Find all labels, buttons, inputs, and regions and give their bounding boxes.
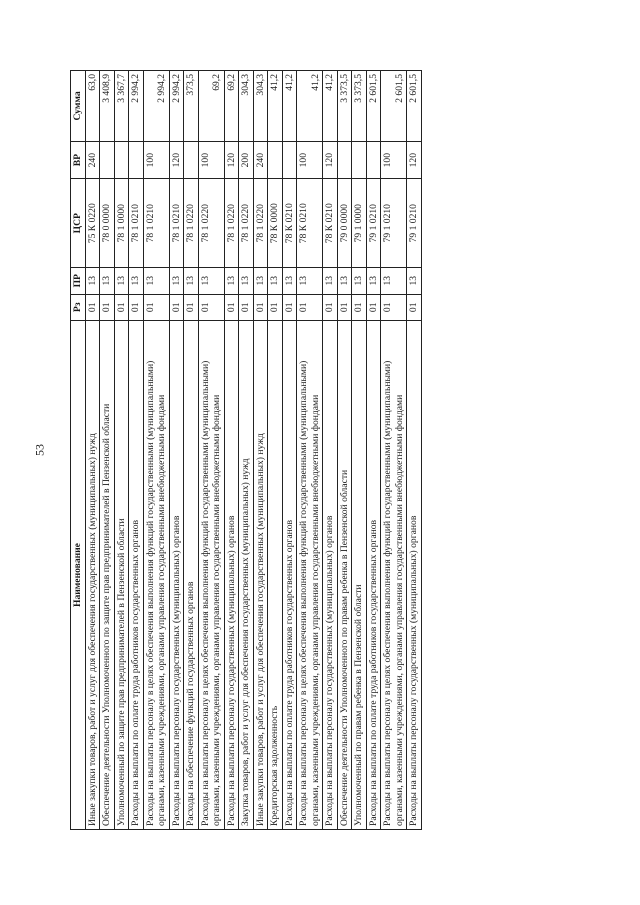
- cell-vr: 240: [85, 141, 100, 179]
- cell-rz: 01: [184, 294, 199, 321]
- table-row: [323, 71, 338, 830]
- cell-sum: 41,2: [323, 71, 338, 142]
- table-row: [114, 71, 129, 830]
- cell-pr: 13: [253, 267, 268, 294]
- cell-csr: 75 К 0220: [85, 179, 100, 268]
- header-vr: ВР: [71, 141, 86, 179]
- cell-csr: 78 К 0210: [282, 179, 297, 268]
- cell-vr: 100: [297, 141, 323, 179]
- table-row: [143, 71, 169, 830]
- cell-vr: [352, 141, 367, 179]
- cell-name: Расходы на выплаты персоналу в целях обеспечения выполнения функций государственными (муниципальными) органами, казенными учреждениями, органами управления государственными внебюджетными фондами: [381, 321, 407, 830]
- cell-rz: 01: [198, 294, 224, 321]
- table-row: [337, 71, 352, 830]
- table-row: [253, 71, 268, 830]
- cell-pr: 13: [114, 267, 129, 294]
- table-row: [407, 71, 422, 830]
- cell-csr: 78 1 0210: [143, 179, 169, 268]
- table-row: [224, 71, 239, 830]
- cell-pr: 13: [169, 267, 184, 294]
- cell-rz: 01: [100, 294, 115, 321]
- cell-csr: 78 К 0210: [297, 179, 323, 268]
- cell-rz: 01: [337, 294, 352, 321]
- cell-sum: 3 408,9: [100, 71, 115, 142]
- cell-sum: 41,2: [268, 71, 283, 142]
- cell-csr: 79 1 0000: [352, 179, 367, 268]
- cell-csr: 79 1 0210: [381, 179, 407, 268]
- cell-csr: 79 0 0000: [337, 179, 352, 268]
- cell-csr: 78 1 0220: [184, 179, 199, 268]
- page-number: 53: [32, 444, 47, 456]
- cell-pr: 13: [129, 267, 144, 294]
- header-pr: ПР: [71, 267, 86, 294]
- cell-rz: 01: [352, 294, 367, 321]
- cell-pr: 13: [366, 267, 381, 294]
- cell-sum: 2 601,5: [381, 71, 407, 142]
- table-row: [381, 71, 407, 830]
- cell-rz: 01: [114, 294, 129, 321]
- table-row: [100, 71, 115, 830]
- cell-name: Закупка товаров, работ и услуг для обеспечения государственных (муниципальных) нужд: [239, 321, 254, 830]
- cell-name: Обеспечение деятельности Уполномоченного по правам ребенка в Пензенской области: [337, 321, 352, 830]
- header-sum: Сумма: [71, 71, 86, 142]
- cell-rz: 01: [85, 294, 100, 321]
- cell-vr: 100: [381, 141, 407, 179]
- cell-vr: 120: [224, 141, 239, 179]
- rotated-page-content: [70, 70, 569, 830]
- cell-vr: [129, 141, 144, 179]
- table-row: [169, 71, 184, 830]
- cell-csr: 78 1 0220: [198, 179, 224, 268]
- cell-rz: 01: [169, 294, 184, 321]
- header-rz: Рз: [71, 294, 86, 321]
- cell-vr: 120: [169, 141, 184, 179]
- cell-csr: 79 1 0210: [407, 179, 422, 268]
- cell-vr: 240: [253, 141, 268, 179]
- cell-rz: 01: [224, 294, 239, 321]
- cell-csr: 78 1 0210: [129, 179, 144, 268]
- cell-csr: 78 1 0000: [114, 179, 129, 268]
- cell-name: Расходы на выплаты персоналу в целях обеспечения выполнения функций государственными (муниципальными) органами, казенными учреждениями, органами управления государственными внебюджетными фондами: [297, 321, 323, 830]
- cell-rz: 01: [253, 294, 268, 321]
- cell-vr: [184, 141, 199, 179]
- table-body: [85, 71, 421, 830]
- cell-pr: 13: [85, 267, 100, 294]
- cell-rz: 01: [239, 294, 254, 321]
- cell-name: Кредиторская задолженность: [268, 321, 283, 830]
- cell-csr: 78 1 0220: [224, 179, 239, 268]
- cell-sum: 3 367,7: [114, 71, 129, 142]
- cell-csr: 78 1 0220: [239, 179, 254, 268]
- cell-sum: 41,2: [282, 71, 297, 142]
- cell-name: Иные закупки товаров, работ и услуг для обеспечения государственных (муниципальных) нужд: [85, 321, 100, 830]
- cell-pr: 13: [323, 267, 338, 294]
- cell-pr: 13: [297, 267, 323, 294]
- cell-csr: 78 К 0210: [323, 179, 338, 268]
- cell-vr: [114, 141, 129, 179]
- cell-name: Расходы на выплаты персоналу государственных (муниципальных) органов: [224, 321, 239, 830]
- cell-vr: 120: [407, 141, 422, 179]
- cell-vr: [366, 141, 381, 179]
- cell-sum: 69,2: [198, 71, 224, 142]
- header-csr: ЦСР: [71, 179, 86, 268]
- cell-rz: 01: [323, 294, 338, 321]
- table-row: [198, 71, 224, 830]
- cell-rz: 01: [297, 294, 323, 321]
- cell-sum: 304,3: [239, 71, 254, 142]
- cell-sum: 3 373,5: [337, 71, 352, 142]
- cell-name: Расходы на выплаты по оплате труда работников государственных органов: [129, 321, 144, 830]
- cell-name: Иные закупки товаров, работ и услуг для обеспечения государственных (муниципальных) нужд: [253, 321, 268, 830]
- cell-vr: [337, 141, 352, 179]
- cell-sum: 2 601,5: [407, 71, 422, 142]
- table-row: [297, 71, 323, 830]
- cell-rz: 01: [381, 294, 407, 321]
- cell-sum: 2 994,2: [129, 71, 144, 142]
- cell-csr: 79 1 0210: [366, 179, 381, 268]
- cell-pr: 13: [239, 267, 254, 294]
- cell-vr: 100: [198, 141, 224, 179]
- cell-name: Расходы на выплаты по оплате труда работников государственных органов: [282, 321, 297, 830]
- cell-name: Расходы на выплаты персоналу государственных (муниципальных) органов: [169, 321, 184, 830]
- table-row: [129, 71, 144, 830]
- cell-sum: 373,5: [184, 71, 199, 142]
- cell-pr: 13: [100, 267, 115, 294]
- cell-pr: 13: [352, 267, 367, 294]
- cell-rz: 01: [366, 294, 381, 321]
- table-row: [268, 71, 283, 830]
- cell-csr: 78 1 0210: [169, 179, 184, 268]
- cell-sum: 304,3: [253, 71, 268, 142]
- cell-sum: 3 373,5: [352, 71, 367, 142]
- cell-sum: 41,2: [297, 71, 323, 142]
- cell-pr: 13: [268, 267, 283, 294]
- table-row: [352, 71, 367, 830]
- cell-pr: 13: [184, 267, 199, 294]
- table-header-row: [71, 71, 86, 830]
- cell-rz: 01: [129, 294, 144, 321]
- cell-name: Расходы на выплаты персоналу государственных (муниципальных) органов: [323, 321, 338, 830]
- cell-csr: 78 1 0220: [253, 179, 268, 268]
- cell-rz: 01: [143, 294, 169, 321]
- header-name: Наименование: [71, 321, 86, 830]
- cell-vr: 120: [323, 141, 338, 179]
- table-row: [85, 71, 100, 830]
- cell-sum: 2 994,2: [143, 71, 169, 142]
- cell-pr: 13: [407, 267, 422, 294]
- cell-pr: 13: [337, 267, 352, 294]
- budget-table: [70, 70, 422, 830]
- cell-name: Уполномоченный по защите прав предпринимателей в Пензенской области: [114, 321, 129, 830]
- cell-name: Обеспечение деятельности Уполномоченного по защите прав предпринимателей в Пензенской области: [100, 321, 115, 830]
- cell-sum: 63,0: [85, 71, 100, 142]
- cell-sum: 2 994,2: [169, 71, 184, 142]
- cell-csr: 78 К 0000: [268, 179, 283, 268]
- cell-pr: 13: [381, 267, 407, 294]
- cell-vr: 100: [143, 141, 169, 179]
- cell-sum: 2 601,5: [366, 71, 381, 142]
- cell-pr: 13: [198, 267, 224, 294]
- table-row: [239, 71, 254, 830]
- cell-pr: 13: [224, 267, 239, 294]
- cell-name: Расходы на выплаты по оплате труда работников государственных органов: [366, 321, 381, 830]
- table-row: [366, 71, 381, 830]
- cell-pr: 13: [143, 267, 169, 294]
- cell-name: Расходы на обеспечение функций государственных органов: [184, 321, 199, 830]
- cell-sum: 69,2: [224, 71, 239, 142]
- cell-name: Расходы на выплаты персоналу в целях обеспечения выполнения функций государственными (муниципальными) органами, казенными учреждениями, органами управления государственными внебюджетными фондами: [143, 321, 169, 830]
- cell-rz: 01: [407, 294, 422, 321]
- cell-pr: 13: [282, 267, 297, 294]
- cell-vr: [282, 141, 297, 179]
- cell-name: Расходы на выплаты персоналу государственных (муниципальных) органов: [407, 321, 422, 830]
- cell-vr: [268, 141, 283, 179]
- cell-csr: 78 0 0000: [100, 179, 115, 268]
- table-row: [184, 71, 199, 830]
- cell-rz: 01: [282, 294, 297, 321]
- cell-name: Уполномоченный по правам ребенка в Пензенской области: [352, 321, 367, 830]
- cell-vr: [100, 141, 115, 179]
- cell-name: Расходы на выплаты персоналу в целях обеспечения выполнения функций государственными (муниципальными) органами, казенными учреждениями, органами управления государственными внебюджетными фондами: [198, 321, 224, 830]
- table-row: [282, 71, 297, 830]
- cell-rz: 01: [268, 294, 283, 321]
- cell-vr: 200: [239, 141, 254, 179]
